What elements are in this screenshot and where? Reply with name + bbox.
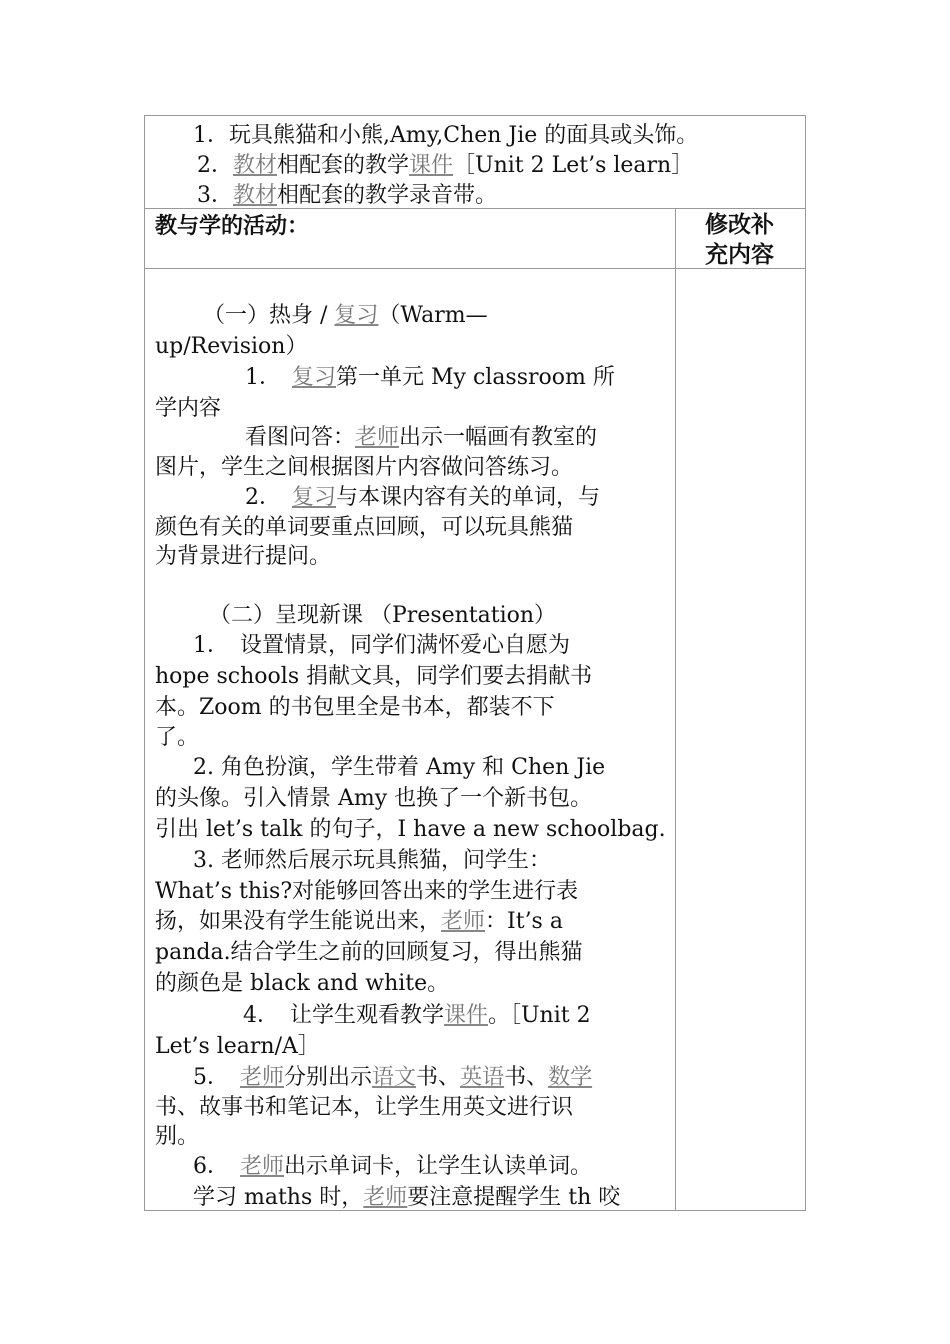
body-text-line	[243, 1000, 591, 1031]
text-fragment: 学内容	[155, 396, 222, 421]
linked-term[interactable]: 复习	[292, 365, 337, 390]
text-fragment: 为背景进行提问。	[155, 544, 332, 569]
linked-term[interactable]: 复习	[292, 485, 337, 510]
text-fragment: 相配套的教学	[277, 153, 410, 178]
linked-term[interactable]: 教材	[233, 183, 278, 208]
text-fragment: 书、	[504, 1065, 549, 1090]
revise-header-line2: 充内容	[705, 242, 774, 268]
text-fragment: What’s this?对能够回答出来的学生进行表	[155, 879, 579, 904]
text-fragment: 扬，如果没有学生能说出来，	[155, 909, 442, 934]
body-text-line	[155, 783, 592, 814]
body-text-line	[193, 630, 570, 661]
text-fragment: 第一单元 My classroom 所	[336, 365, 615, 390]
text-fragment: ：It’s a	[485, 909, 563, 934]
linked-term[interactable]: 复习	[334, 303, 379, 328]
text-fragment: 别。	[155, 1124, 200, 1149]
material-item	[193, 120, 698, 151]
body-text-line	[155, 1121, 199, 1152]
body-text-line	[155, 393, 221, 424]
linked-term[interactable]: 老师	[441, 909, 486, 934]
text-fragment: hope schools 捐献文具，同学们要去捐献书	[155, 664, 593, 689]
body-text-line	[193, 752, 605, 783]
text-fragment: （一）热身 /	[203, 303, 335, 328]
text-fragment: 与本课内容有关的单词，与	[336, 485, 601, 510]
activities-header: 教与学的活动：	[155, 214, 310, 239]
linked-term[interactable]: 英语	[460, 1065, 505, 1090]
body-text-line	[155, 1092, 573, 1123]
text-fragment: 3. 老师然后展示玩具熊猫，问学生：	[193, 848, 551, 873]
linked-term[interactable]: 数学	[548, 1065, 593, 1090]
linked-term[interactable]: 语文	[372, 1065, 417, 1090]
body-text-line	[155, 541, 331, 572]
lesson-plan-table	[144, 115, 806, 1211]
text-fragment: 2. 角色扮演，学生带着 Amy 和 Chen Jie	[193, 755, 606, 780]
body-text-line	[155, 452, 573, 483]
body-text-line	[155, 1031, 320, 1062]
text-fragment: 出示一幅画有教室的	[399, 425, 598, 450]
text-fragment: Let’s learn/A］	[155, 1034, 320, 1059]
text-fragment: up/Revision）	[155, 334, 308, 359]
body-text-line	[193, 1062, 592, 1093]
linked-term[interactable]: 课件	[409, 153, 454, 178]
material-item	[197, 180, 497, 211]
material-item	[197, 150, 693, 181]
text-fragment: 出示单词卡，让学生认读单词。	[284, 1154, 593, 1179]
text-fragment: 2．	[245, 485, 292, 510]
body-text-line	[245, 482, 600, 513]
body-text-line	[155, 331, 307, 362]
body-text-line	[155, 722, 199, 753]
linked-term[interactable]: 老师	[240, 1154, 285, 1179]
text-fragment: 6．	[193, 1154, 240, 1179]
text-fragment: 相配套的教学录音带。	[277, 183, 498, 208]
text-fragment: 1． 设置情景，同学们满怀爱心自愿为	[193, 633, 570, 658]
text-fragment: （二）呈现新课 （Presentation）	[209, 603, 557, 628]
body-text-line	[245, 422, 597, 453]
row-divider-materials	[145, 208, 805, 209]
body-text-line	[155, 937, 583, 968]
text-fragment: 的头像。引入情景 Amy 也换了一个新书包。	[155, 786, 593, 811]
text-fragment: 颜色有关的单词要重点回顾，可以玩具熊猫	[155, 515, 574, 540]
text-fragment: 。［Unit 2	[488, 1003, 591, 1028]
body-text-line	[155, 814, 666, 845]
text-fragment: 图片，学生之间根据图片内容做问答练习。	[155, 455, 574, 480]
text-fragment: 1．	[245, 365, 292, 390]
text-fragment: 的颜色是 black and white。	[155, 971, 450, 996]
column-divider	[675, 208, 676, 1210]
body-text-line	[155, 661, 592, 692]
text-fragment: 玩具熊猫和小熊,Amy,Chen Jie 的面具或头饰。	[229, 123, 699, 148]
text-fragment: 了。	[155, 725, 200, 750]
linked-term[interactable]: 老师	[355, 425, 400, 450]
body-text-line	[155, 876, 578, 907]
text-fragment: 要注意提醒学生 th 咬	[407, 1185, 621, 1210]
text-fragment: ［Unit 2 Let’s learn］	[453, 153, 694, 178]
text-fragment: panda.结合学生之前的回顾复习，得出熊猫	[155, 940, 583, 965]
text-fragment: 看图问答：	[245, 425, 356, 450]
material-number: 3．	[197, 183, 233, 208]
body-text-line	[245, 362, 615, 393]
body-text-line	[155, 512, 573, 543]
text-fragment: 书、故事书和笔记本，让学生用英文进行识	[155, 1095, 574, 1120]
body-text-line	[155, 906, 563, 937]
text-fragment: 4． 让学生观看教学	[243, 1003, 444, 1028]
linked-term[interactable]: 课件	[444, 1003, 489, 1028]
linked-term[interactable]: 老师	[240, 1065, 285, 1090]
linked-term[interactable]: 老师	[363, 1185, 408, 1210]
body-text-line	[193, 1151, 592, 1182]
body-text-line	[193, 1182, 620, 1213]
revise-header-line1: 修改补	[705, 212, 774, 238]
text-fragment: 分别出示	[284, 1065, 373, 1090]
body-text-line	[155, 968, 449, 999]
text-fragment: 书、	[416, 1065, 461, 1090]
text-fragment: 5．	[193, 1065, 240, 1090]
text-fragment: 本。Zoom 的书包里全是书本，都装不下	[155, 695, 555, 720]
body-text-line	[193, 845, 551, 876]
text-fragment: 引出 let’s talk 的句子，I have a new schoolbag.	[155, 817, 666, 842]
linked-term[interactable]: 教材	[233, 153, 278, 178]
text-fragment: （Warm—	[378, 303, 488, 328]
body-text-line	[155, 692, 555, 723]
material-number: 2．	[197, 153, 233, 178]
body-text-line	[209, 600, 556, 631]
material-number: 1．	[193, 123, 229, 148]
text-fragment: 学习 maths 时，	[193, 1185, 364, 1210]
body-text-line	[203, 300, 488, 331]
